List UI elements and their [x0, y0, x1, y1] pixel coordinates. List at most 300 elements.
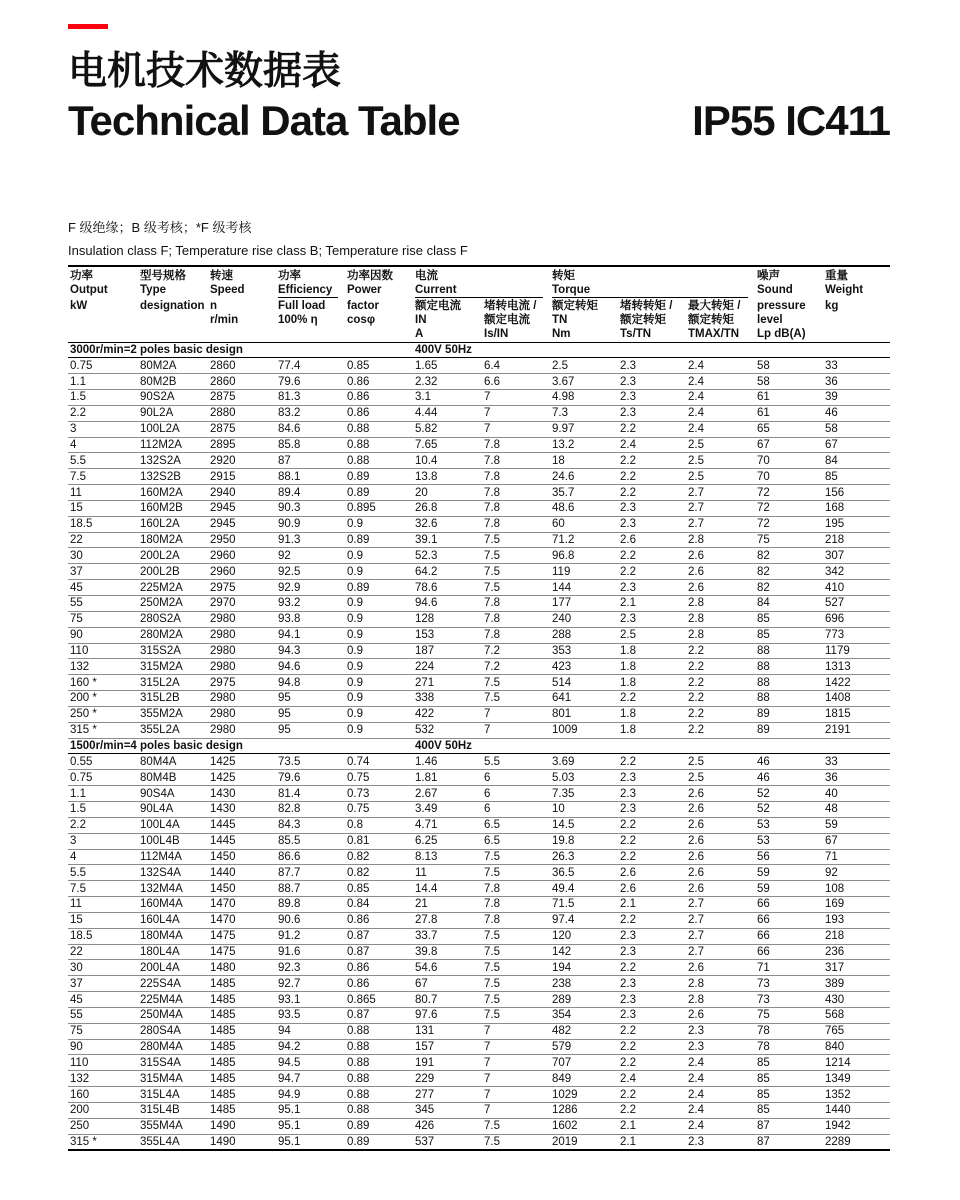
- sound-level-cell: 88: [755, 675, 823, 691]
- efficiency-cell: 95: [276, 706, 345, 722]
- efficiency-cell: 92.5: [276, 564, 345, 580]
- rated-current-cell: 27.8: [413, 912, 482, 928]
- rated-current-cell: 128: [413, 611, 482, 627]
- locked-torque-ratio-cell: 2.3: [618, 405, 686, 421]
- type-designation-cell: 280M2A: [138, 627, 208, 643]
- locked-current-ratio-cell: 7: [482, 1055, 550, 1071]
- type-designation-cell: 160M2B: [138, 500, 208, 516]
- output-kw-cell: 90: [68, 627, 138, 643]
- max-torque-ratio-cell: 2.6: [686, 1007, 755, 1023]
- sound-level-cell: 46: [755, 770, 823, 786]
- rated-current-cell: 131: [413, 1023, 482, 1039]
- speed-cell: 2975: [208, 675, 276, 691]
- output-kw-cell: 45: [68, 992, 138, 1008]
- power-factor-cell: 0.89: [345, 485, 413, 501]
- max-torque-ratio-cell: 2.3: [686, 1134, 755, 1150]
- table-row: [68, 849, 890, 865]
- max-torque-ratio-cell: 2.8: [686, 532, 755, 548]
- output-kw-cell: 160 *: [68, 675, 138, 691]
- efficiency-cell: 94.2: [276, 1039, 345, 1055]
- rated-current-cell: 11: [413, 865, 482, 881]
- type-designation-cell: 280S2A: [138, 611, 208, 627]
- rated-current-cell: 14.4: [413, 881, 482, 897]
- efficiency-cell: 90.9: [276, 516, 345, 532]
- rated-current-cell: 338: [413, 691, 482, 707]
- output-kw-cell: 1.1: [68, 786, 138, 802]
- rated-torque-cell: 1009: [550, 722, 618, 738]
- efficiency-cell: 92.9: [276, 580, 345, 596]
- power-factor-cell: 0.865: [345, 992, 413, 1008]
- speed-cell: 2975: [208, 580, 276, 596]
- locked-current-ratio-cell: 7.8: [482, 500, 550, 516]
- output-kw-cell: 200 *: [68, 691, 138, 707]
- weight-cell: 48: [823, 801, 890, 817]
- table-row: [68, 421, 890, 437]
- rated-torque-cell: 71.5: [550, 897, 618, 913]
- rated-torque-cell: 119: [550, 564, 618, 580]
- sound-level-cell: 56: [755, 849, 823, 865]
- output-kw-cell: 132: [68, 1071, 138, 1087]
- weight-cell: 39: [823, 390, 890, 406]
- locked-torque-ratio-header: [618, 298, 686, 342]
- sound-level-cell: 82: [755, 564, 823, 580]
- locked-current-ratio-cell: 6.6: [482, 374, 550, 390]
- power-factor-cell: 0.75: [345, 801, 413, 817]
- rated-torque-cell: 194: [550, 960, 618, 976]
- type-designation-cell: 100L4A: [138, 817, 208, 833]
- page-title-cn: 电机技术数据表: [68, 50, 342, 93]
- weight-cell: 67: [823, 833, 890, 849]
- sound-level-cell: 52: [755, 801, 823, 817]
- table-row: [68, 1087, 890, 1103]
- rated-current-cell: 33.7: [413, 928, 482, 944]
- table-row: [68, 390, 890, 406]
- weight-cell: 46: [823, 405, 890, 421]
- weight-cell: 1349: [823, 1071, 890, 1087]
- power-factor-cell: 0.86: [345, 405, 413, 421]
- speed-cell: 2960: [208, 548, 276, 564]
- power-factor-cell: 0.9: [345, 516, 413, 532]
- sound-level-cell: 52: [755, 786, 823, 802]
- locked-torque-ratio-cell: 2.1: [618, 596, 686, 612]
- table-row: [68, 770, 890, 786]
- power-factor-cell: 0.88: [345, 421, 413, 437]
- rated-torque-cell: 5.03: [550, 770, 618, 786]
- sound-level-cell: 85: [755, 611, 823, 627]
- power-factor-cell: 0.88: [345, 1023, 413, 1039]
- rated-torque-header: [550, 298, 618, 342]
- speed-cell: 1425: [208, 770, 276, 786]
- weight-cell: 1179: [823, 643, 890, 659]
- locked-torque-ratio-cell: 2.1: [618, 1118, 686, 1134]
- power-factor-cell: 0.85: [345, 358, 413, 374]
- output-kw-cell: 1.1: [68, 374, 138, 390]
- header-row-sub: [68, 298, 890, 342]
- power-factor-cell: 0.88: [345, 1071, 413, 1087]
- output-kw-cell: 37: [68, 976, 138, 992]
- type-designation-cell: 280S4A: [138, 1023, 208, 1039]
- locked-torque-ratio-cell: 2.2: [618, 564, 686, 580]
- rated-torque-cell: 1286: [550, 1103, 618, 1119]
- locked-current-ratio-cell: 7: [482, 405, 550, 421]
- max-torque-ratio-cell: 2.8: [686, 596, 755, 612]
- table-row: [68, 374, 890, 390]
- locked-torque-ratio-cell: 2.3: [618, 500, 686, 516]
- locked-torque-ratio-cell: 2.2: [618, 1023, 686, 1039]
- sound-level-cell: 72: [755, 516, 823, 532]
- header-label: 转矩: [552, 270, 575, 282]
- weight-cell: 342: [823, 564, 890, 580]
- output-kw-cell: 15: [68, 912, 138, 928]
- header-label: 转速: [210, 270, 233, 282]
- rated-current-cell: 191: [413, 1055, 482, 1071]
- table-row: [68, 1071, 890, 1087]
- rated-current-cell: 345: [413, 1103, 482, 1119]
- locked-current-ratio-cell: 7.5: [482, 675, 550, 691]
- weight-cell: 696: [823, 611, 890, 627]
- header-label: Is/IN: [484, 328, 509, 340]
- locked-current-ratio-cell: 7.8: [482, 453, 550, 469]
- speed-cell: 1485: [208, 976, 276, 992]
- weight-cell: 236: [823, 944, 890, 960]
- rated-current-cell: 80.7: [413, 992, 482, 1008]
- max-torque-ratio-cell: 2.4: [686, 1087, 755, 1103]
- efficiency-cell: 73.5: [276, 754, 345, 770]
- header-label: level: [757, 314, 783, 326]
- speed-cell: 2920: [208, 453, 276, 469]
- max-torque-ratio-cell: 2.5: [686, 437, 755, 453]
- max-torque-ratio-cell: 2.6: [686, 833, 755, 849]
- efficiency-cell: 89.8: [276, 897, 345, 913]
- speed-cell: 1490: [208, 1134, 276, 1150]
- locked-current-ratio-cell: 7.5: [482, 532, 550, 548]
- header-label: designation: [140, 300, 205, 312]
- header-row-top: [68, 266, 890, 298]
- locked-current-ratio-cell: 7.5: [482, 960, 550, 976]
- rated-current-cell: 1.46: [413, 754, 482, 770]
- sound-level-cell: 84: [755, 596, 823, 612]
- power-factor-cell: 0.86: [345, 390, 413, 406]
- power-factor-cell: 0.88: [345, 1039, 413, 1055]
- max-torque-ratio-cell: 2.3: [686, 1023, 755, 1039]
- protection-rating: IP55 IC411: [692, 97, 890, 144]
- rated-current-cell: 39.1: [413, 532, 482, 548]
- sound-column-header: [755, 266, 823, 298]
- max-torque-ratio-cell: 2.2: [686, 691, 755, 707]
- power-factor-cell: 0.88: [345, 1103, 413, 1119]
- max-torque-ratio-cell: 2.5: [686, 770, 755, 786]
- max-torque-ratio-cell: 2.6: [686, 849, 755, 865]
- rated-torque-cell: 1602: [550, 1118, 618, 1134]
- rated-torque-cell: 71.2: [550, 532, 618, 548]
- header-label: 噪声: [757, 270, 781, 282]
- output-kw-cell: 3: [68, 421, 138, 437]
- speed-cell: 2970: [208, 596, 276, 612]
- max-torque-ratio-cell: 2.4: [686, 1071, 755, 1087]
- sound-level-cell: 85: [755, 1055, 823, 1071]
- weight-cell: 317: [823, 960, 890, 976]
- sound-level-cell: 82: [755, 548, 823, 564]
- weight-unit-header: [823, 298, 890, 342]
- output-kw-cell: 315 *: [68, 722, 138, 738]
- output-kw-cell: 30: [68, 548, 138, 564]
- type-designation-cell: 315S4A: [138, 1055, 208, 1071]
- efficiency-cell: 91.6: [276, 944, 345, 960]
- weight-cell: 1815: [823, 706, 890, 722]
- type-designation-cell: 132M4A: [138, 881, 208, 897]
- rated-torque-cell: 7.35: [550, 786, 618, 802]
- header-label: 额定转矩: [552, 300, 598, 312]
- sound-level-cell: 58: [755, 358, 823, 374]
- table-row: [68, 1007, 890, 1023]
- table-row: [68, 358, 890, 374]
- power-factor-cell: 0.82: [345, 865, 413, 881]
- rated-torque-cell: 707: [550, 1055, 618, 1071]
- locked-torque-ratio-cell: 2.3: [618, 580, 686, 596]
- output-kw-cell: 132: [68, 659, 138, 675]
- weight-cell: 1942: [823, 1118, 890, 1134]
- output-kw-cell: 110: [68, 1055, 138, 1071]
- locked-torque-ratio-cell: 2.3: [618, 944, 686, 960]
- section-label: 1500r/min=4 poles basic design: [68, 738, 413, 754]
- speed-cell: 1445: [208, 817, 276, 833]
- locked-current-ratio-cell: 7.5: [482, 1007, 550, 1023]
- section-header-row: [68, 342, 890, 358]
- locked-current-ratio-cell: 6.5: [482, 833, 550, 849]
- locked-current-ratio-cell: 7.5: [482, 1134, 550, 1150]
- rated-current-cell: 426: [413, 1118, 482, 1134]
- speed-cell: 2915: [208, 469, 276, 485]
- weight-cell: 430: [823, 992, 890, 1008]
- insulation-note-en: Insulation class F; Temperature rise class B; Temperature rise class F: [68, 243, 468, 258]
- sound-level-cell: 65: [755, 421, 823, 437]
- sound-level-cell: 88: [755, 691, 823, 707]
- speed-cell: 1485: [208, 1007, 276, 1023]
- locked-current-ratio-cell: 7.2: [482, 643, 550, 659]
- rated-torque-cell: 35.7: [550, 485, 618, 501]
- locked-current-ratio-cell: 7.8: [482, 881, 550, 897]
- speed-cell: 2895: [208, 437, 276, 453]
- efficiency-cell: 94.7: [276, 1071, 345, 1087]
- speed-cell: 1485: [208, 1087, 276, 1103]
- sound-level-cell: 66: [755, 912, 823, 928]
- rated-torque-cell: 18: [550, 453, 618, 469]
- sound-level-cell: 87: [755, 1134, 823, 1150]
- efficiency-sub-header: [276, 298, 345, 342]
- sound-level-cell: 67: [755, 437, 823, 453]
- rated-torque-cell: 10: [550, 801, 618, 817]
- speed-cell: 1485: [208, 1103, 276, 1119]
- sound-level-cell: 61: [755, 390, 823, 406]
- locked-torque-ratio-cell: 2.3: [618, 801, 686, 817]
- speed-column-header: [208, 266, 276, 298]
- rated-current-header: [413, 298, 482, 342]
- speed-cell: 2980: [208, 611, 276, 627]
- current-group-header: [413, 266, 550, 298]
- sound-level-cell: 66: [755, 897, 823, 913]
- rated-torque-cell: 19.8: [550, 833, 618, 849]
- max-torque-ratio-cell: 2.5: [686, 453, 755, 469]
- locked-torque-ratio-cell: 2.3: [618, 770, 686, 786]
- max-torque-ratio-cell: 2.8: [686, 976, 755, 992]
- header-label: kg: [825, 300, 839, 312]
- weight-cell: 389: [823, 976, 890, 992]
- locked-current-ratio-cell: 7.8: [482, 611, 550, 627]
- efficiency-cell: 92: [276, 548, 345, 564]
- sound-level-cell: 82: [755, 580, 823, 596]
- rated-current-cell: 271: [413, 675, 482, 691]
- table-row: [68, 786, 890, 802]
- table-row: [68, 596, 890, 612]
- output-kw-cell: 2.2: [68, 405, 138, 421]
- weight-cell: 58: [823, 421, 890, 437]
- efficiency-cell: 79.6: [276, 374, 345, 390]
- header-label: 额定电流: [484, 314, 530, 326]
- header-label: Efficiency: [278, 283, 338, 298]
- type-designation-cell: 355M4A: [138, 1118, 208, 1134]
- output-kw-cell: 55: [68, 596, 138, 612]
- power-factor-cell: 0.9: [345, 611, 413, 627]
- type-designation-cell: 160L4A: [138, 912, 208, 928]
- output-kw-cell: 37: [68, 564, 138, 580]
- max-torque-ratio-cell: 2.7: [686, 500, 755, 516]
- output-kw-cell: 0.75: [68, 770, 138, 786]
- rated-current-cell: 21: [413, 897, 482, 913]
- table-row: [68, 405, 890, 421]
- power-factor-cell: 0.895: [345, 500, 413, 516]
- rated-torque-cell: 423: [550, 659, 618, 675]
- weight-cell: 1440: [823, 1103, 890, 1119]
- power-factor-cell: 0.84: [345, 897, 413, 913]
- type-designation-cell: 80M2A: [138, 358, 208, 374]
- rated-current-cell: 532: [413, 722, 482, 738]
- power-factor-cell: 0.9: [345, 722, 413, 738]
- weight-cell: 92: [823, 865, 890, 881]
- header-label: Output: [70, 284, 108, 296]
- power-factor-cell: 0.86: [345, 960, 413, 976]
- locked-torque-ratio-cell: 2.2: [618, 960, 686, 976]
- rated-torque-cell: 24.6: [550, 469, 618, 485]
- output-kw-cell: 55: [68, 1007, 138, 1023]
- power-factor-cell: 0.9: [345, 627, 413, 643]
- output-kw-cell: 18.5: [68, 516, 138, 532]
- speed-cell: 1425: [208, 754, 276, 770]
- speed-cell: 1440: [208, 865, 276, 881]
- efficiency-cell: 95.1: [276, 1118, 345, 1134]
- type-designation-cell: 112M4A: [138, 849, 208, 865]
- locked-current-ratio-cell: 7.8: [482, 596, 550, 612]
- weight-cell: 156: [823, 485, 890, 501]
- sound-level-cell: 72: [755, 485, 823, 501]
- locked-torque-ratio-cell: 2.2: [618, 849, 686, 865]
- rated-current-cell: 64.2: [413, 564, 482, 580]
- locked-current-ratio-cell: 7: [482, 390, 550, 406]
- power-factor-cell: 0.89: [345, 532, 413, 548]
- rated-current-cell: 2.67: [413, 786, 482, 802]
- locked-current-ratio-cell: 7.8: [482, 485, 550, 501]
- power-factor-cell: 0.73: [345, 786, 413, 802]
- type-designation-cell: 200L2A: [138, 548, 208, 564]
- rated-torque-cell: 579: [550, 1039, 618, 1055]
- type-designation-cell: 80M4A: [138, 754, 208, 770]
- speed-cell: 1485: [208, 992, 276, 1008]
- table-row: [68, 532, 890, 548]
- sound-level-cell: 59: [755, 865, 823, 881]
- speed-cell: 2945: [208, 516, 276, 532]
- rated-torque-cell: 97.4: [550, 912, 618, 928]
- speed-cell: 1430: [208, 801, 276, 817]
- locked-current-ratio-cell: 7.5: [482, 928, 550, 944]
- type-designation-cell: 355L4A: [138, 1134, 208, 1150]
- rated-current-cell: 7.65: [413, 437, 482, 453]
- locked-current-ratio-cell: 7: [482, 706, 550, 722]
- rated-torque-cell: 849: [550, 1071, 618, 1087]
- header-label: Ts/TN: [620, 328, 652, 340]
- table-row: [68, 469, 890, 485]
- weight-cell: 840: [823, 1039, 890, 1055]
- technical-data-table: [68, 265, 890, 1151]
- efficiency-cell: 94.8: [276, 675, 345, 691]
- output-kw-cell: 7.5: [68, 881, 138, 897]
- locked-torque-ratio-cell: 2.3: [618, 976, 686, 992]
- speed-cell: 1430: [208, 786, 276, 802]
- efficiency-cell: 86.6: [276, 849, 345, 865]
- locked-torque-ratio-cell: 2.3: [618, 374, 686, 390]
- efficiency-cell: 93.8: [276, 611, 345, 627]
- rated-torque-cell: 36.5: [550, 865, 618, 881]
- rated-torque-cell: 354: [550, 1007, 618, 1023]
- weight-column-header: [823, 266, 890, 298]
- rated-current-cell: 10.4: [413, 453, 482, 469]
- rated-current-cell: 153: [413, 627, 482, 643]
- output-kw-cell: 11: [68, 485, 138, 501]
- power-factor-cell: 0.9: [345, 675, 413, 691]
- table-row: [68, 675, 890, 691]
- rated-current-cell: 52.3: [413, 548, 482, 564]
- output-kw-cell: 160: [68, 1087, 138, 1103]
- type-designation-cell: 90L2A: [138, 405, 208, 421]
- locked-torque-ratio-cell: 2.2: [618, 691, 686, 707]
- table-row: [68, 944, 890, 960]
- table-row: [68, 897, 890, 913]
- locked-current-ratio-cell: 6: [482, 801, 550, 817]
- sound-level-cell: 89: [755, 706, 823, 722]
- power-factor-cell: 0.81: [345, 833, 413, 849]
- rated-torque-cell: 13.2: [550, 437, 618, 453]
- sound-level-cell: 78: [755, 1039, 823, 1055]
- weight-cell: 85: [823, 469, 890, 485]
- rated-current-cell: 1.65: [413, 358, 482, 374]
- sound-level-cell: 75: [755, 532, 823, 548]
- table-row: [68, 627, 890, 643]
- type-designation-cell: 100L2A: [138, 421, 208, 437]
- speed-cell: 1485: [208, 1023, 276, 1039]
- locked-torque-ratio-cell: 2.5: [618, 627, 686, 643]
- locked-current-ratio-cell: 6: [482, 770, 550, 786]
- output-kw-cell: 0.75: [68, 358, 138, 374]
- rated-torque-cell: 240: [550, 611, 618, 627]
- max-torque-ratio-cell: 2.2: [686, 643, 755, 659]
- output-unit-header: [68, 298, 138, 342]
- speed-cell: 1485: [208, 1039, 276, 1055]
- efficiency-cell: 84.6: [276, 421, 345, 437]
- insulation-note-cn: F 级绝缘；B 级考核；*F 级考核: [68, 220, 252, 235]
- rated-current-cell: 229: [413, 1071, 482, 1087]
- table-row: [68, 580, 890, 596]
- output-kw-cell: 1.5: [68, 390, 138, 406]
- efficiency-cell: 93.1: [276, 992, 345, 1008]
- header-label: pressure: [757, 300, 806, 312]
